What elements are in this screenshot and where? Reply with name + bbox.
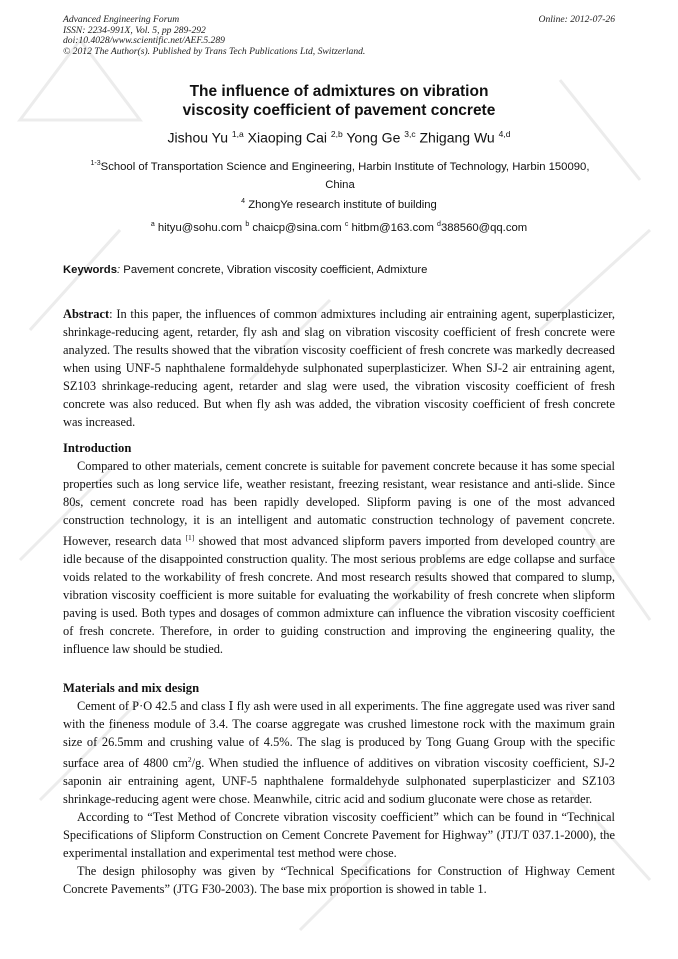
- abstract-label: Abstract: [63, 307, 110, 321]
- email-sup: d: [437, 221, 441, 228]
- introduction-heading: Introduction: [63, 441, 132, 455]
- author-name: Zhigang Wu: [419, 129, 495, 146]
- intro-text-a: Compared to other materials, cement concrete is suitable for pavement concrete because it has some special properties such as long service life, weather resistant, freezing resistant, wear resistance and anti-slide. Since 80s, cement concrete road has been rapidly developed. Slipform paving is one of the most advanced construction technology, it is an intelligent and automatic construction technology of pavement concrete. However, research data: [63, 459, 615, 549]
- author-name: Yong Ge: [346, 129, 401, 146]
- abstract-text: In this paper, the influences of common admixtures including air entraining agent, superplasticizer, shrinkage-reducing agent, retarder, fly ash and slag on vibration viscosity coefficient of fresh concrete were analyzed. The results showed that the vibration viscosity coefficient of fresh concrete was markedly decreased when using UNF-5 naphthalene formaldehyde sulphonated superplasticizer. When SJ-2 air entraining agent, SZ103 shrinkage-reducing agent, retarder and slag were used, the vibration viscosity coefficient of fresh concrete was also reduced. But when fly ash was added, the vibration viscosity coefficient of fresh concrete was increased.: [63, 307, 615, 429]
- title-line-2: viscosity coefficient of pavement concrete: [182, 102, 496, 119]
- abstract-paragraph: Abstract: In this paper, the influences of common admixtures including air entraining agent, superplasticizer, shrinkage-reducing agent, retarder, fly ash and slag on vibration viscosity coefficient of fresh concrete were analyzed. The results showed that the vibration viscosity coefficient of fresh concrete was markedly decreased when using UNF-5 naphthalene formaldehyde sulphonated superplasticizer. When SJ-2 air entraining agent, SZ103 shrinkage-reducing agent, retarder and slag were used, the vibration viscosity coefficient of fresh concrete was also reduced. But when fly ash was added, the vibration viscosity coefficient of fresh concrete was increased.: [63, 307, 615, 429]
- author-sup: 4,d: [498, 129, 511, 139]
- author-sup: 2,b: [330, 129, 343, 139]
- keywords-label: Keywords: [63, 264, 117, 276]
- affiliation-1: [90, 155, 590, 194]
- affiliation-2: [0, 198, 678, 211]
- email-link[interactable]: chaicp@sina.com: [252, 221, 342, 234]
- introduction-paragraph: [63, 457, 615, 658]
- introduction-section: [63, 439, 615, 658]
- title-line-1: The influence of admixtures on vibration: [189, 83, 489, 100]
- journal-header: [63, 15, 615, 57]
- author-list: [0, 125, 678, 147]
- affiliation-sup: 4: [241, 198, 246, 205]
- materials-text-a: Cement of P·O 42.5 and class Ⅰ fly ash were used in all experiments. The fine aggregate used was river sand with the fineness module of 3.4. The coarse aggregate was crushed limestone rock with the maximum grain size of 26.5mm and crushing value of 4.5%. The slag is produced by Tong Guang Group with the specific surface area of 4800 cm: [63, 699, 615, 771]
- email-sup: b: [245, 221, 250, 228]
- affiliation-text: ZhongYe research institute of building: [248, 198, 437, 211]
- unit-sup: 2: [187, 755, 192, 764]
- affiliation-sup: 1-3: [90, 160, 101, 167]
- keywords-line: Keywords: Pavement concrete, Vibration viscosity coefficient, Admixture: [63, 264, 428, 276]
- journal-copyright: © 2012 The Author(s). Published by Trans Tech Publications Ltd, Switzerland.: [63, 45, 366, 57]
- materials-paragraph-2: According to “Test Method of Concrete vibration viscosity coefficient” which can be found in “Technical Specifications of Slipform Construction on Cement Concrete Pavement for Highway” (JTJ/T 037.1-2000), the experimental installation and experimental test method were chose.: [63, 810, 615, 861]
- online-date: Online: 2012-07-26: [538, 14, 615, 25]
- citation-ref[interactable]: [1]: [185, 533, 195, 542]
- keywords-text: Pavement concrete, Vibration viscosity coefficient, Admixture: [123, 264, 428, 276]
- materials-paragraph-3: The design philosophy was given by “Technical Specifications for Construction of Highway Cement Concrete Pavements” (JTG F30-2003). The base mix proportion is showed in table 1.: [63, 864, 615, 897]
- materials-heading: Materials and mix design: [63, 681, 200, 695]
- author-name: Xiaoping Cai: [247, 129, 328, 146]
- materials-section: [63, 679, 615, 898]
- email-link[interactable]: 388560@qq.com: [440, 221, 528, 234]
- email-sup: a: [150, 221, 155, 228]
- journal-issn: ISSN: 2234-991X, Vol. 5, pp 289-292: [63, 24, 206, 36]
- intro-text-b: showed that most advanced slipform pavers imported from developed country are idle because of the disappointed construction quality. The most serious problems are edge collapse and surface voids related to the workability of fresh concrete. And most research results showed that compared to slump, vibration viscosity coefficient is more suitable for evaluating the workability of fresh concrete when slipform paving is used. Both types and dosages of common admixture can influence the vibration viscosity coefficient of fresh concrete. Therefore, in order to guiding construction and improving the engineering quality, the influence law should be studied.: [63, 534, 615, 657]
- email-link[interactable]: hitbm@163.com: [351, 221, 434, 234]
- materials-paragraph-1: [63, 697, 615, 808]
- journal-name: Advanced Engineering Forum: [63, 14, 180, 25]
- email-sup: c: [344, 221, 349, 228]
- author-sup: 3,c: [404, 129, 416, 139]
- author-sup: 1,a: [231, 129, 244, 139]
- journal-doi[interactable]: doi:10.4028/www.scientific.net/AEF.5.289: [63, 35, 225, 47]
- abstract-section: [63, 305, 615, 431]
- materials-text-b: /g. When studied the influence of additives on vibration viscosity coefficient, SJ-2 saponin air entraining agent, UNF-5 naphthalene formaldehyde sulphonated superplasticizer and SZ103 shrinkage-reducing agent were chose. Meanwhile, citric acid and sodium gluconate were chose as retarder.: [63, 756, 616, 807]
- email-link[interactable]: hityu@sohu.com: [157, 221, 243, 234]
- affiliation-text: School of Transportation Science and Engineering, Harbin Institute of Technology, Harbin 150090, China: [100, 160, 590, 191]
- email-list: [0, 221, 678, 234]
- paper-title: [0, 82, 678, 120]
- author-name: Jishou Yu: [167, 129, 229, 146]
